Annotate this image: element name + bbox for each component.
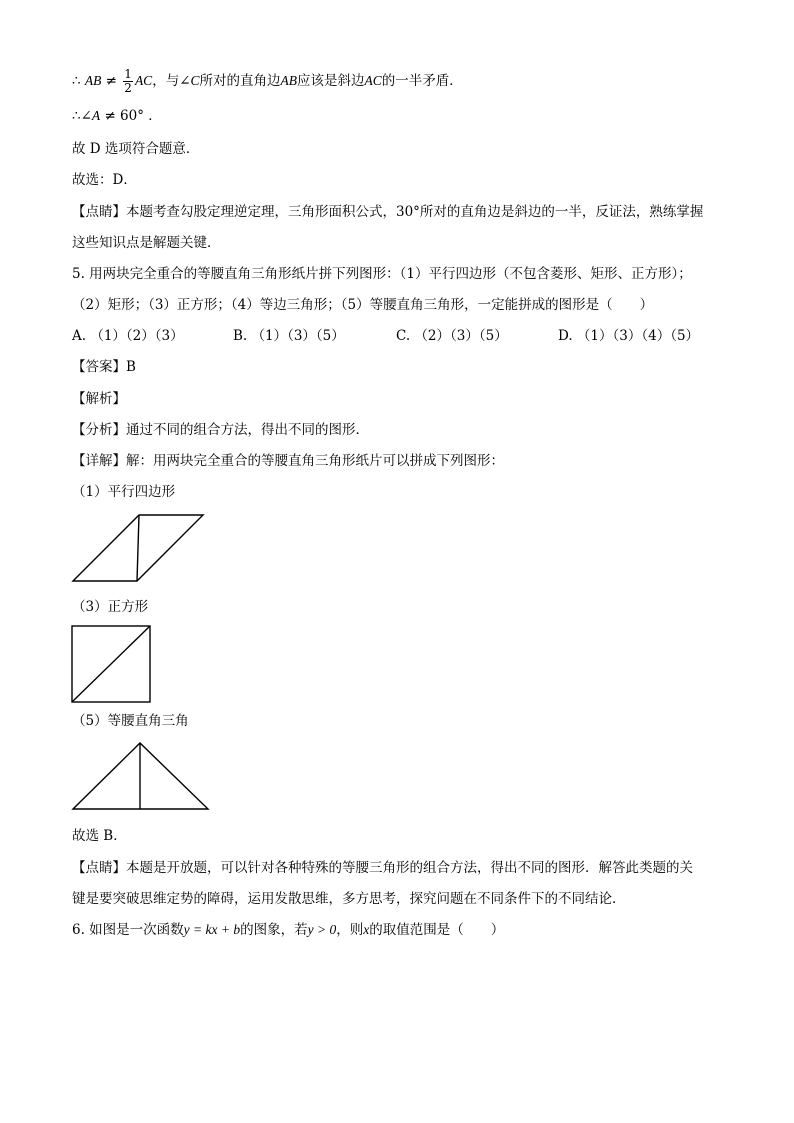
contradiction-line xyxy=(72,68,463,95)
math-linear-function: y = kx + b xyxy=(183,922,241,937)
question-5-line-2: （2）矩形；（3）正方形；（4）等边三角形；（5）等腰直角三角形，一定能拼成的图形是（ ） xyxy=(72,297,654,313)
xiangjie-line xyxy=(72,451,504,471)
parallelogram-figure xyxy=(70,512,206,584)
math-ac: AC xyxy=(134,73,153,88)
math-neq: ≠ xyxy=(101,73,122,89)
choice-d-line: 故选：D． xyxy=(72,172,137,188)
text-fragment: ∴∠ xyxy=(72,108,92,124)
option-c: C. （2）（3）（5） xyxy=(396,328,508,344)
isosceles-right-triangle-figure xyxy=(70,740,212,812)
math-a: A xyxy=(91,108,101,123)
figure-1-label: （1）平行四边形 xyxy=(72,484,176,500)
xiangjie-text: 解：用两块完全重合的等腰直角三角形纸片可以拼成下列图形： xyxy=(126,453,504,469)
fenxi-text: 通过不同的组合方法，得出不同的图形． xyxy=(126,422,369,438)
math-c: C xyxy=(190,73,200,88)
math-ab: AB xyxy=(84,73,102,88)
option-b: B. （1）（3）（5） xyxy=(233,328,345,344)
text-fragment: ≠ 60° ． xyxy=(100,108,162,124)
text-fragment: 6. 如图是一次函数 xyxy=(72,922,184,938)
commentary-2-line-2: 键是要突破思维定势的障碍，运用发散思维，多方思考，探究问题在不同条件下的不同结论． xyxy=(72,891,626,907)
question-5-line-1: 5. 用两块完全重合的等腰直角三角形纸片拼下列图形：（1）平行四边形（不包含菱形、矩形、正方形）； xyxy=(72,266,692,282)
text-fragment: 所对的直角边 xyxy=(199,73,281,89)
xiangjie-tag: 【详解】 xyxy=(72,453,126,469)
fraction-half xyxy=(123,68,133,95)
option-d: D. （1）（3）（4）（5） xyxy=(558,328,700,344)
figure-5-label: （5）等腰直角三角 xyxy=(72,713,189,729)
text-fragment: 的一半矛盾． xyxy=(381,73,463,89)
text-fragment: 应该是斜边 xyxy=(297,73,365,89)
commentary-line xyxy=(72,202,703,222)
answer-tag: 【答案】 xyxy=(72,359,126,375)
therefore-symbol: ∴ xyxy=(72,73,81,89)
commentary-2-line-1 xyxy=(72,858,693,878)
math-ac: AC xyxy=(364,73,382,88)
fenxi-tag: 【分析】 xyxy=(72,422,126,438)
fraction-denominator: 2 xyxy=(124,81,132,95)
angle-conclusion-line xyxy=(72,106,162,126)
text-fragment: 的取值范围是（ ） xyxy=(369,922,505,938)
math-condition: y > 0 xyxy=(307,922,337,937)
text-fragment: 的图象，若 xyxy=(240,922,308,938)
text-fragment: ，与∠ xyxy=(152,73,191,89)
fraction-numerator: 1 xyxy=(124,67,132,81)
math-ab: AB xyxy=(280,73,298,88)
question-6-line xyxy=(72,920,504,940)
option-a: A. （1）（2）（3） xyxy=(72,328,184,344)
square-figure xyxy=(70,624,154,704)
commentary-tag: 【点睛】 xyxy=(72,860,126,876)
answer-value: B xyxy=(126,359,136,375)
commentary-line-2: 这些知识点是解题关键． xyxy=(72,235,221,251)
figure-3-label: （3）正方形 xyxy=(72,599,149,615)
option-d-conclusion: 故 D 选项符合题意． xyxy=(72,141,200,157)
analysis-tag: 【解析】 xyxy=(72,391,126,407)
commentary-tag: 【点睛】 xyxy=(72,204,126,220)
text-fragment: ，则 xyxy=(336,922,364,938)
fenxi-line xyxy=(72,420,369,440)
analysis-heading xyxy=(72,389,126,409)
math-x: x xyxy=(363,922,370,937)
commentary-text: 本题是开放题，可以针对各种特殊的等腰三角形的组合方法，得出不同的图形．解答此类题的关 xyxy=(126,860,693,876)
answer-line xyxy=(72,357,136,377)
commentary-text: 本题考查勾股定理逆定理，三角形面积公式，30°所对的直角边是斜边的一半，反证法，熟练掌握 xyxy=(126,204,704,220)
choose-b-line: 故选 B． xyxy=(72,828,127,844)
